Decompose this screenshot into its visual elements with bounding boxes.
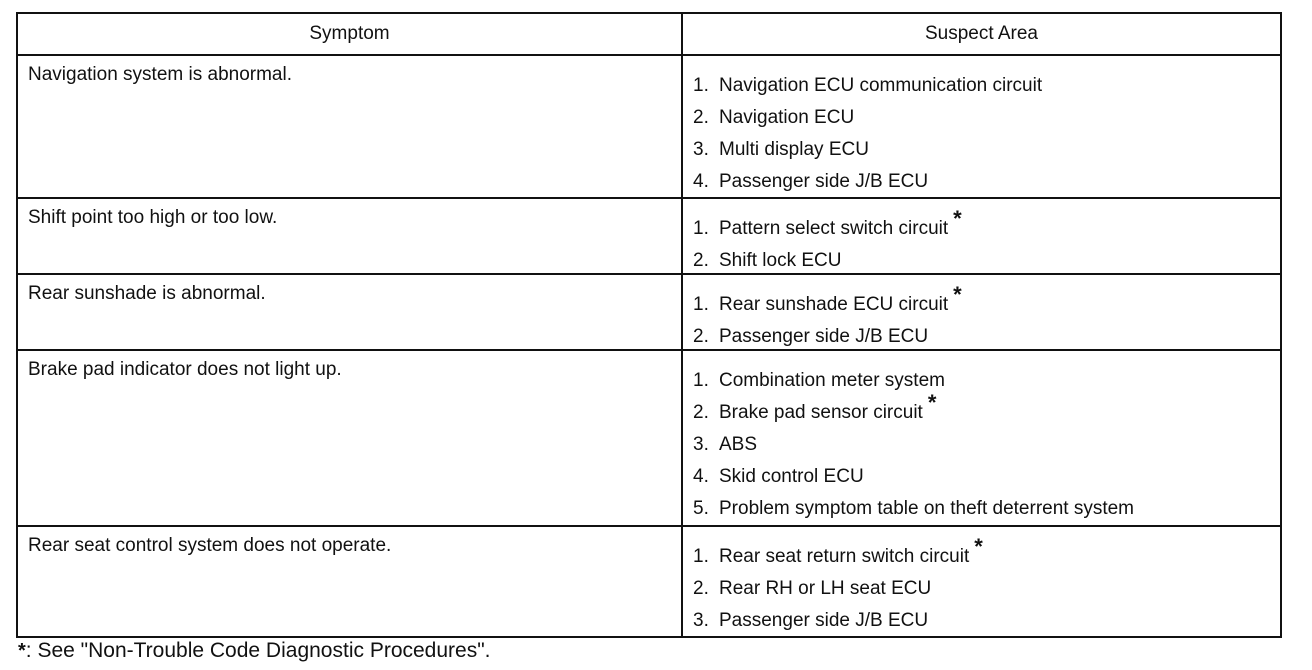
- suspect-text: Rear RH or LH seat ECU: [719, 578, 932, 599]
- suspect-item: [683, 451, 1280, 487]
- suspect-number: 2.: [693, 107, 709, 128]
- asterisk-icon: *: [927, 390, 937, 415]
- suspect-number: 2.: [693, 402, 709, 423]
- suspect-text: Navigation ECU communication circuit: [719, 75, 1043, 96]
- suspect-item: [683, 387, 1280, 423]
- suspect-item: [683, 60, 1280, 96]
- suspect-text: Shift lock ECU: [719, 250, 842, 271]
- header-suspect-area: Suspect Area: [924, 23, 1039, 44]
- suspect-cell: [683, 275, 1280, 349]
- suspect-number: 4.: [693, 171, 709, 192]
- suspect-item: [683, 355, 1280, 391]
- suspect-number: 1.: [693, 75, 709, 96]
- symptom-cell: Navigation system is abnormal.: [18, 56, 683, 197]
- footnote: [18, 639, 491, 663]
- suspect-number: 3.: [693, 610, 709, 631]
- suspect-item: [683, 595, 1280, 631]
- suspect-number: 1.: [693, 370, 709, 391]
- symptom-cell: Shift point too high or too low.: [18, 199, 683, 273]
- suspect-text: Rear sunshade ECU circuit: [719, 294, 949, 315]
- suspect-number: 2.: [693, 578, 709, 599]
- suspect-text: Multi display ECU: [719, 139, 869, 160]
- suspect-item: [683, 419, 1280, 455]
- suspect-item: [683, 92, 1280, 128]
- suspect-number: 3.: [693, 434, 709, 455]
- suspect-text: Navigation ECU: [719, 107, 855, 128]
- asterisk-icon: *: [953, 206, 962, 231]
- suspect-number: 1.: [693, 294, 709, 315]
- table-row: [18, 275, 1280, 351]
- suspect-item: [683, 124, 1280, 160]
- suspect-cell: [683, 56, 1280, 197]
- asterisk-icon: *: [953, 282, 962, 307]
- table-row: [18, 199, 1280, 275]
- suspect-text: Brake pad sensor circuit: [719, 402, 923, 423]
- asterisk-icon: *: [974, 534, 983, 559]
- suspect-number: 3.: [693, 139, 709, 160]
- suspect-number: 1.: [693, 218, 709, 239]
- suspect-text: Combination meter system: [719, 370, 945, 391]
- suspect-text: Passenger side J/B ECU: [719, 171, 929, 192]
- diagnostic-table: [16, 12, 1282, 638]
- suspect-text: Problem symptom table on theft deterrent system: [719, 498, 1135, 519]
- suspect-item: [683, 563, 1280, 599]
- suspect-text: Pattern select switch circuit: [719, 218, 949, 239]
- symptom-cell: Rear seat control system does not operate.: [18, 527, 683, 636]
- suspect-item: [683, 311, 1280, 347]
- suspect-text: ABS: [719, 434, 758, 455]
- suspect-text: Passenger side J/B ECU: [719, 326, 929, 347]
- table-header-row: [18, 14, 1280, 56]
- suspect-number: 5.: [693, 498, 709, 519]
- suspect-cell: [683, 199, 1280, 273]
- header-symptom: Symptom: [18, 14, 683, 54]
- suspect-number: 2.: [693, 250, 709, 271]
- asterisk-icon: *: [18, 640, 26, 662]
- symptom-cell: Brake pad indicator does not light up.: [18, 351, 683, 525]
- suspect-item: [683, 483, 1280, 519]
- suspect-item: [683, 531, 1280, 567]
- suspect-cell: [683, 351, 1280, 525]
- suspect-number: 2.: [693, 326, 709, 347]
- suspect-item: [683, 235, 1280, 271]
- suspect-item: [683, 156, 1280, 192]
- symptom-cell: Rear sunshade is abnormal.: [18, 275, 683, 349]
- suspect-number: 4.: [693, 466, 709, 487]
- suspect-number: 1.: [693, 546, 709, 567]
- suspect-text: Skid control ECU: [719, 466, 864, 487]
- suspect-item: [683, 279, 1280, 315]
- suspect-item: [683, 203, 1280, 239]
- footnote-text: : See "Non-Trouble Code Diagnostic Procedures".: [25, 639, 491, 662]
- suspect-text: Passenger side J/B ECU: [719, 610, 929, 631]
- table-row: [18, 527, 1280, 636]
- suspect-text: Rear seat return switch circuit: [719, 546, 970, 567]
- table-row: [18, 56, 1280, 199]
- suspect-cell: [683, 527, 1280, 636]
- table-row: [18, 351, 1280, 527]
